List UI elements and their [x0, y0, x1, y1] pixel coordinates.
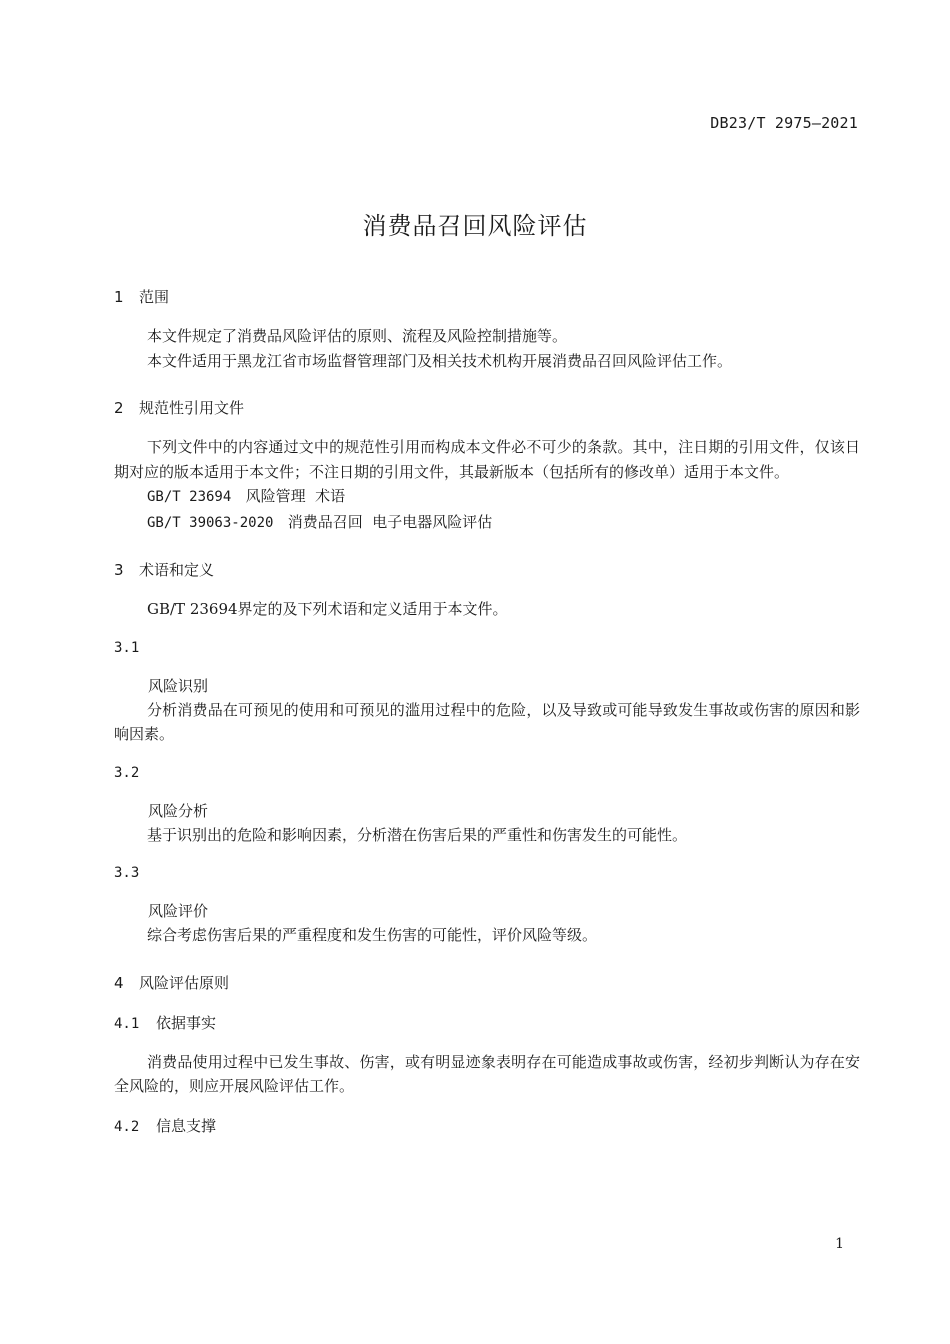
section-heading-1: 1 范围	[114, 288, 170, 306]
reference-item: GB/T 39063-2020 消费品召回 电子电器风险评估	[147, 512, 493, 531]
section-heading-3: 3 术语和定义	[114, 561, 215, 579]
term-definition: 基于识别出的危险和影响因素，分析潜在伤害后果的严重性和伤害发生的可能性。	[147, 825, 688, 844]
document-title: 消费品召回风险评估	[362, 212, 588, 240]
term-name: 风险识别	[148, 676, 209, 695]
paragraph: 本文件规定了消费品风险评估的原则、流程及风险控制措施等。	[147, 327, 568, 345]
paragraph: 消费品使用过程中已发生事故、伤害，或有明显迹象表明存在可能造成事故或伤害，经初步判断认为存在安全风险的，则应开展风险评估工作。	[114, 1052, 860, 1095]
subsection-heading-4-2: 4.2 信息支撑	[114, 1116, 217, 1135]
term-number: 3.1	[114, 639, 140, 656]
term-name: 风险分析	[148, 801, 209, 820]
paragraph: 下列文件中的内容通过文中的规范性引用而构成本文件必不可少的条款。其中，注日期的引用文件，仅该日期对应的版本适用于本文件；不注日期的引用文件，其最新版本（包括所有的修改单）适用于本文件。	[114, 438, 860, 481]
section-heading-4: 4 风险评估原则	[114, 973, 230, 992]
paragraph: GB/T 23694界定的及下列术语和定义适用于本文件。	[147, 600, 508, 618]
reference-item: GB/T 23694 风险管理 术语	[147, 487, 346, 505]
term-definition: 综合考虑伤害后果的严重程度和发生伤害的可能性，评价风险等级。	[147, 926, 598, 944]
term-definition: 分析消费品在可预见的使用和可预见的滥用过程中的危险，以及导致或可能导致发生事故或伤害的原因和影响因素。	[114, 700, 860, 743]
document-body	[114, 284, 860, 1139]
term-number: 3.3	[114, 865, 140, 881]
subsection-heading-4-1: 4.1 依据事实	[114, 1013, 217, 1032]
page-number: 1	[835, 1236, 844, 1252]
paragraph: 本文件适用于黑龙江省市场监督管理部门及相关技术机构开展消费品召回风险评估工作。	[147, 351, 733, 370]
section-heading-2: 2 规范性引用文件	[114, 399, 245, 417]
term-number: 3.2	[114, 764, 140, 781]
term-name: 风险评价	[148, 902, 209, 920]
document-number: DB23/T 2975—2021	[710, 114, 858, 132]
